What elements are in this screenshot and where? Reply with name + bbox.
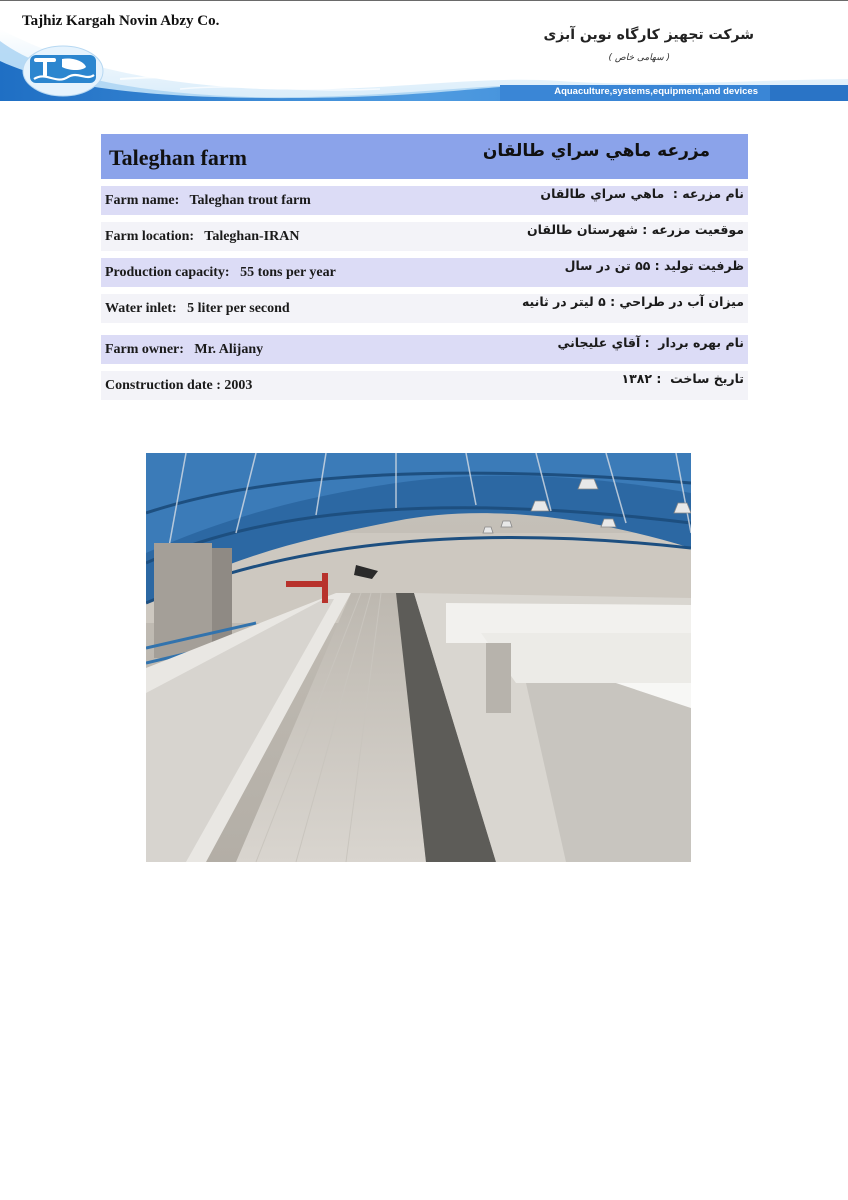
row-farm-name (101, 186, 748, 215)
row-farm-owner (101, 335, 748, 364)
construction-date-fa: تاريخ ساخت : ۱۳۸۲ (621, 371, 744, 386)
farm-interior-photo-illustration (146, 453, 691, 862)
farm-info-table (101, 134, 748, 393)
farm-owner-en: Farm owner: Mr. Alijany (105, 342, 264, 357)
water-inlet-en: Water inlet: 5 liter per second (105, 301, 290, 316)
row-construction-date (101, 371, 748, 400)
page-header (0, 0, 848, 101)
row-farm-location (101, 222, 748, 251)
farm-owner-fa: نام بهره بردار : آقاي عليجاني (557, 335, 744, 350)
farm-location-en: Farm location: Taleghan-IRAN (105, 229, 300, 244)
farm-interior-photo (146, 453, 691, 862)
row-water-inlet (101, 294, 748, 323)
company-type-fa: ( سهامی خاص ) (608, 53, 670, 63)
company-name-en: Tajhiz Kargah Novin Abzy Co. (22, 13, 220, 29)
row-production-capacity (101, 258, 748, 287)
water-inlet-fa: ميزان آب در طراحي : ۵ ليتر در ثانيه (521, 294, 744, 309)
production-capacity-en: Production capacity: 55 tons per year (105, 265, 336, 280)
farm-location-fa: موقعيت مزرعه : شهرستان طالقان (527, 222, 744, 237)
farm-title-fa: مزرعه ماهي سراي طالقان (482, 141, 710, 161)
company-name-fa: شرکت تجهیز کارگاه نوین آبزی (543, 27, 754, 43)
construction-date-en: Construction date : 2003 (105, 378, 253, 393)
company-tagline: Aquaculture,systems,equipment,and devices (554, 86, 758, 97)
farm-title-en: Taleghan farm (109, 145, 247, 170)
farm-name-en: Farm name: Taleghan trout farm (105, 193, 311, 208)
farm-name-fa: نام مزرعه : ماهي سراي طالقان (540, 186, 744, 201)
production-capacity-fa: ظرفيت توليد : ۵۵ تن در سال (564, 258, 744, 273)
company-logo-icon (22, 45, 104, 97)
farm-title-bar (101, 134, 748, 179)
